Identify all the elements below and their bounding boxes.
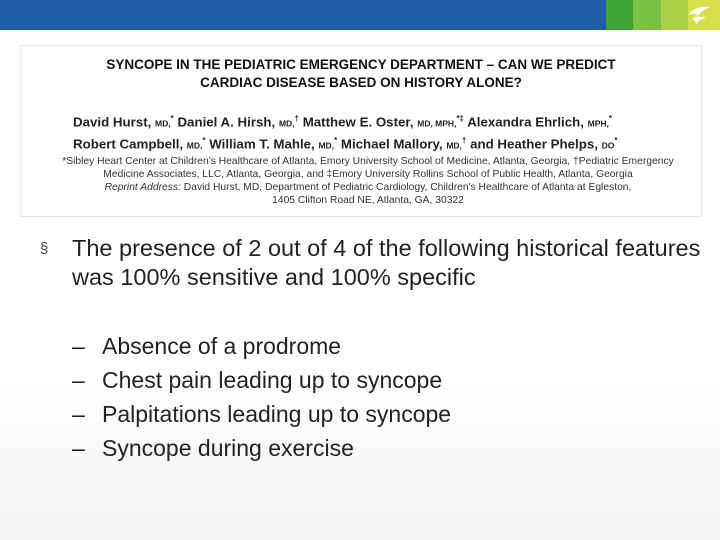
author-name: Michael Mallory, [340,136,443,152]
author-degree: MPH, [587,118,609,129]
author-degree: MD, [318,140,335,151]
paper-header-card [21,46,701,216]
dash-marker: – [72,367,85,393]
header-square-green [606,0,633,30]
header-square-light-green [633,0,661,30]
author-degree: MD, [186,140,203,151]
list-item-text: Absence of a prodrome [102,333,342,359]
author-name: Alexandra Ehrlich, [467,114,584,130]
paper-title-line-1: SYNCOPE IN THE PEDIATRIC EMERGENCY DEPARTMENT – CAN WE PREDICT [106,57,616,72]
dash-marker: – [72,435,85,461]
author-affil-mark: *‡ [456,114,464,123]
author-line-1 [73,110,618,132]
author-degree: MD, [155,118,171,129]
bird-logo-icon [686,4,712,26]
header-square-lime [661,0,688,30]
affiliations [35,155,701,207]
list-item [72,329,451,363]
author-affil-mark: * [334,136,338,146]
author-name: Daniel A. Hirsh, [177,114,276,130]
list-item [72,397,451,431]
author-affil-mark: * [614,136,618,146]
sub-bullet-list [72,329,451,465]
author-affil-mark: * [202,136,206,146]
author-affil-mark: † [461,136,467,146]
list-item [72,363,451,397]
author-affil-mark: * [608,114,613,123]
reprint-address [35,181,701,194]
list-item-text: Chest pain leading up to syncope [102,367,443,393]
header-bar-blue [0,0,606,30]
author-name: Matthew E. Oster, [302,114,414,130]
author-affil-mark: † [294,114,299,123]
main-bullet-text: The presence of 2 out of 4 of the following historical features was 100% sensitive and 100% specific [72,235,701,290]
list-item-text: Palpitations leading up to syncope [102,401,452,427]
author-degree: MD, [446,140,462,151]
author-degree: MD, [278,118,295,129]
affiliation-line-1: *Sibley Heart Center at Children's Healthcare of Atlanta, Emory University School of Medicine, Atlanta, Georgia, †Pediatric Emergency [62,156,674,167]
list-item-text: Syncope during exercise [102,435,354,461]
dash-marker: – [72,333,85,359]
author-degree: MD, MPH, [417,118,457,129]
author-name: David Hurst, [73,114,152,130]
dash-marker: – [72,401,85,427]
affiliation-line-2: Medicine Associates, LLC, Atlanta, Georgia, and ‡Emory University Rollins School of Public Health, Atlanta, Georgia [103,169,633,180]
author-name: William T. Mahle, [209,136,315,152]
list-item [72,431,451,465]
author-line-2 [73,132,618,154]
bullet-marker: § [40,240,49,257]
author-name: Robert Campbell, [73,136,184,152]
reprint-label: Reprint Address: [104,182,181,193]
paper-title-line-2: CARDIAC DISEASE BASED ON HISTORY ALONE? [200,75,522,90]
address-line: 1405 Clifton Road NE, Atlanta, GA, 30322 [272,195,464,206]
header-bar [0,0,720,30]
author-degree: DO [601,140,615,151]
author-list [73,110,618,155]
author-affil-mark: * [170,114,174,123]
author-name: and Heather Phelps, [470,136,598,152]
paper-title [21,56,701,92]
reprint-text: David Hurst, MD, Department of Pediatric Cardiology, Children's Healthcare of Atlanta at Egleston, [183,182,632,193]
